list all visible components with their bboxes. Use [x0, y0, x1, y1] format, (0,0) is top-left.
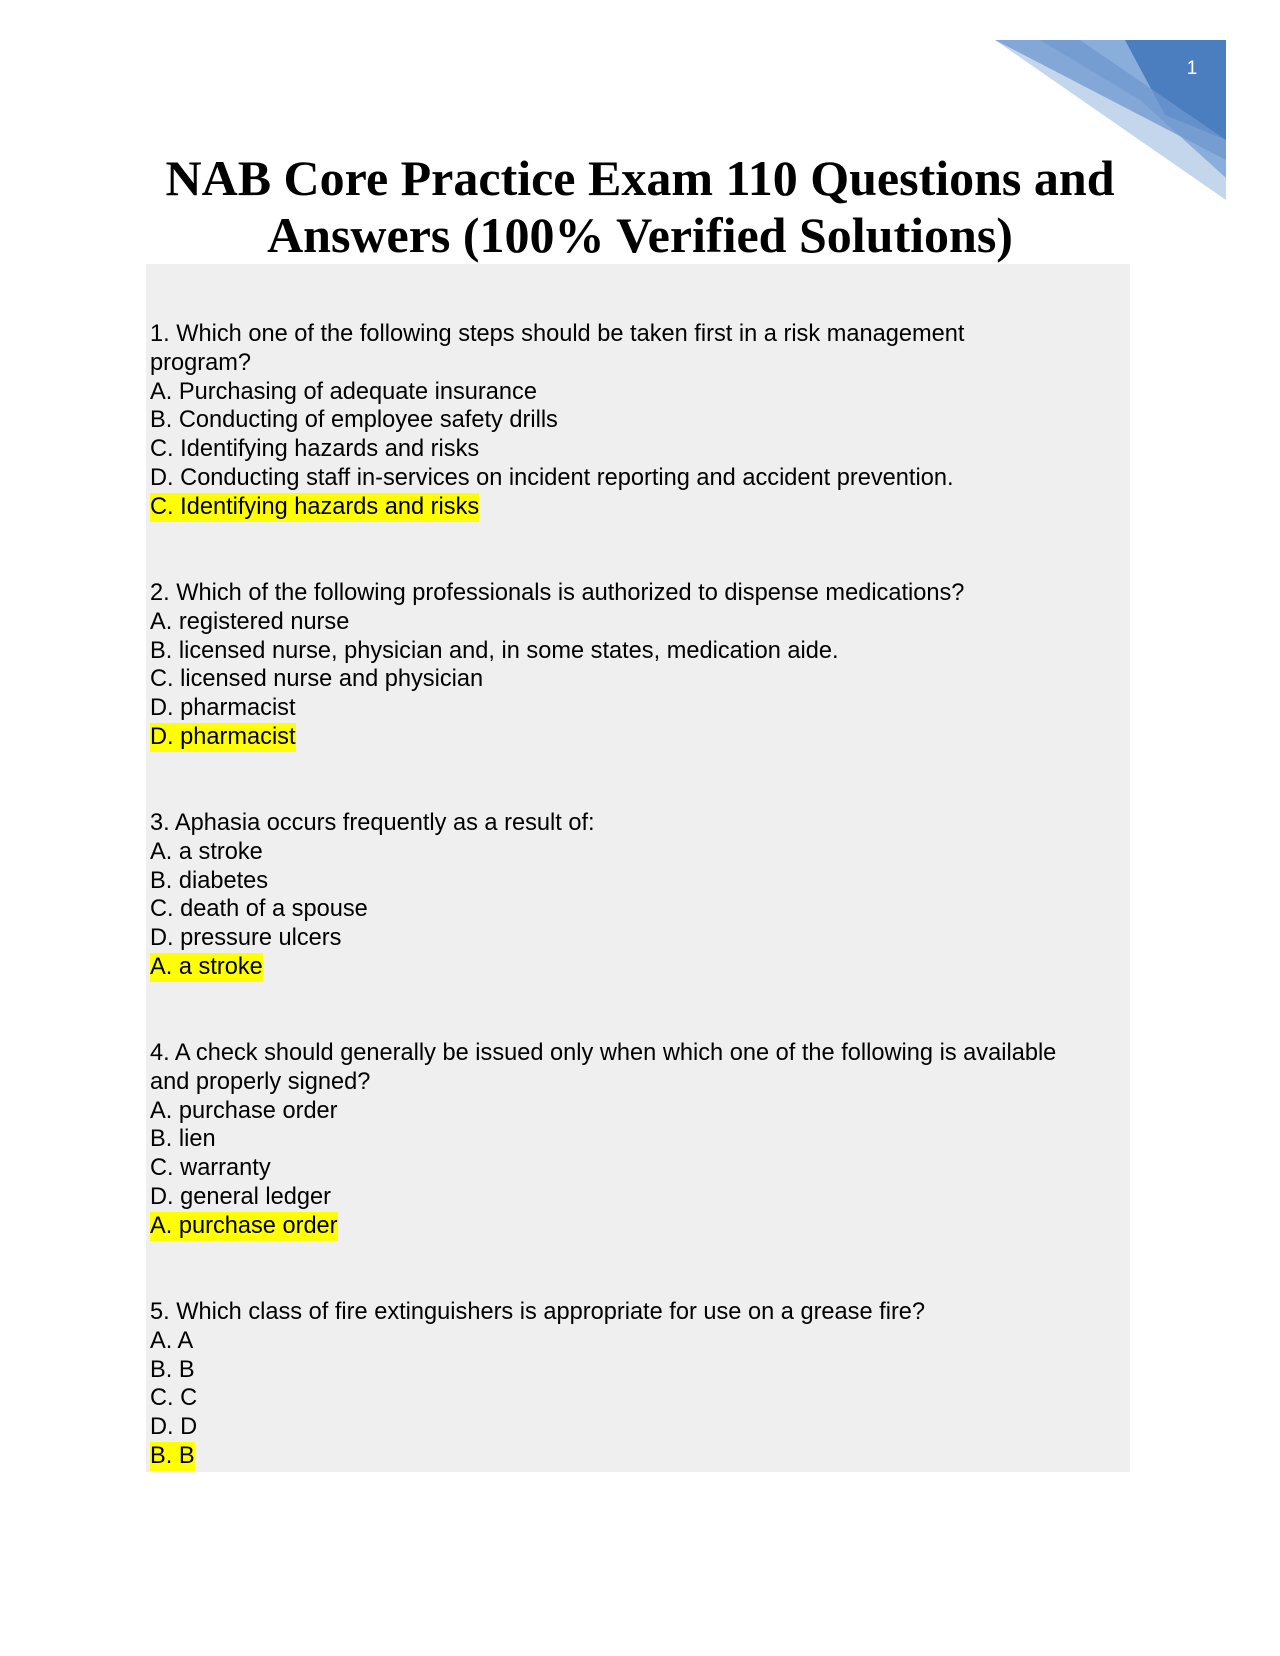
qa-panel — [146, 264, 1130, 1472]
option: B. diabetes — [150, 867, 269, 894]
highlighted-answer: D. pharmacist — [150, 723, 296, 750]
option: C. Identifying hazards and risks — [150, 436, 480, 463]
option: D. pharmacist — [150, 695, 296, 722]
option: C. C — [150, 1385, 198, 1412]
option: B. licensed nurse, physician and, in some states, medication aide. — [150, 637, 839, 664]
title-line: Answers (100% Verified Solutions) — [267, 207, 1013, 263]
option: D. pressure ulcers — [150, 925, 342, 952]
option: B. B — [150, 1356, 195, 1383]
page-title — [100, 150, 1180, 264]
question-stem: 5. Which class of fire extinguishers is appropriate for use on a grease fire? — [150, 1299, 926, 1325]
question-stem: and properly signed? — [150, 1068, 371, 1095]
option: B. lien — [150, 1126, 216, 1153]
option: C. death of a spouse — [150, 896, 368, 923]
title-line: NAB Core Practice Exam 110 Questions and — [165, 150, 1115, 206]
question-3 — [150, 809, 1125, 982]
highlighted-answer: C. Identifying hazards and risks — [150, 493, 480, 520]
option: A. purchase order — [150, 1097, 338, 1124]
option: C. warranty — [150, 1155, 271, 1182]
question-stem: 2. Which of the following professionals is authorized to dispense medications? — [150, 580, 965, 606]
option: D. general ledger — [150, 1183, 331, 1210]
option: C. licensed nurse and physician — [150, 666, 484, 693]
question-2 — [150, 579, 1125, 752]
highlighted-answer: A. purchase order — [150, 1212, 338, 1239]
highlighted-answer: B. B — [150, 1442, 195, 1469]
option: A. A — [150, 1327, 194, 1354]
option: A. Purchasing of adequate insurance — [150, 378, 537, 405]
question-4 — [150, 1039, 1125, 1241]
option: A. a stroke — [150, 838, 263, 865]
page-number: 1 — [1186, 58, 1198, 79]
question-1 — [150, 320, 1125, 522]
option: D. D — [150, 1414, 198, 1441]
option: D. Conducting staff in-services on incident reporting and accident prevention. — [150, 464, 954, 491]
question-stem: 3. Aphasia occurs frequently as a result of: — [150, 810, 595, 836]
question-5 — [150, 1298, 1125, 1471]
question-stem: program? — [150, 349, 251, 376]
highlighted-answer: A. a stroke — [150, 953, 263, 980]
question-stem: 1. Which one of the following steps should be taken first in a risk management — [150, 321, 965, 347]
question-stem: 4. A check should generally be issued only when which one of the following is available — [150, 1040, 1057, 1066]
option: B. Conducting of employee safety drills — [150, 407, 558, 434]
option: A. registered nurse — [150, 608, 350, 635]
